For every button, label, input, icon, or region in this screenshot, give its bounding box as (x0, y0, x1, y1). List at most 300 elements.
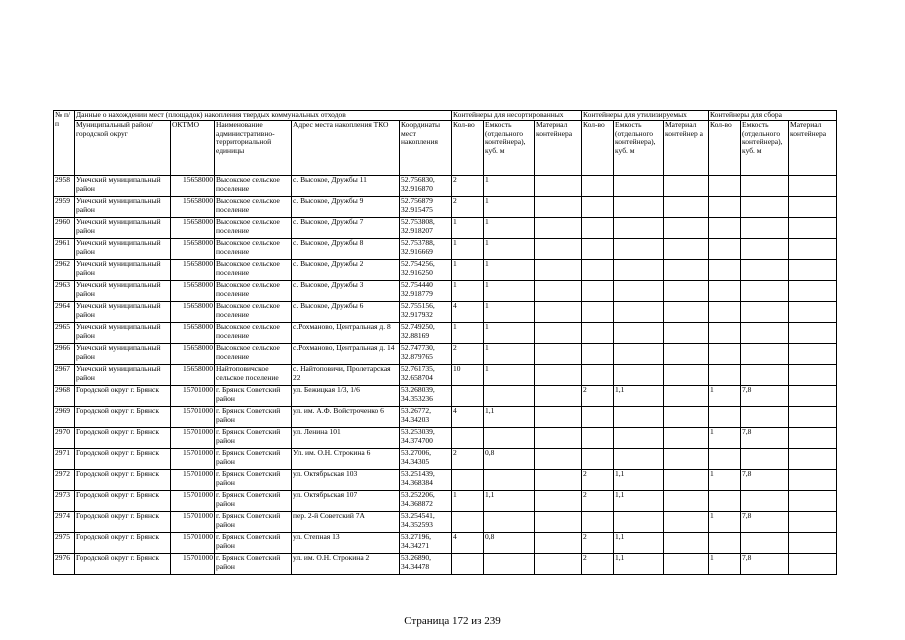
cell-admin: Высокское сельское поселение (215, 323, 292, 344)
table-row (54, 407, 837, 428)
cell-r-cap (614, 449, 664, 470)
cell-u-qty: 4 (452, 407, 484, 428)
header-unsorted-mat: Материал контейнера (535, 121, 582, 176)
cell-r-cap (614, 239, 664, 260)
cell-no: 2966 (54, 344, 75, 365)
table-row (54, 176, 837, 197)
table-row (54, 218, 837, 239)
table-row (54, 365, 837, 386)
cell-u-mat (535, 281, 582, 302)
cell-r-mat (664, 197, 709, 218)
cell-s-qty: 1 (709, 554, 741, 575)
cell-oktmo: 15701000 (171, 386, 215, 407)
cell-admin: г. Брянск Советский район (215, 449, 292, 470)
cell-oktmo: 15658000 (171, 281, 215, 302)
cell-s-cap (741, 302, 789, 323)
cell-admin: г. Брянск Советский район (215, 533, 292, 554)
cell-mun: Унечский муниципальный район (75, 218, 171, 239)
cell-u-qty: 1 (452, 323, 484, 344)
cell-coord: 53.27196, 34.34271 (400, 533, 452, 554)
cell-no: 2967 (54, 365, 75, 386)
cell-s-qty (709, 449, 741, 470)
header-row-columns (54, 121, 837, 176)
header-group-collect: Контейнеры для сбора (709, 111, 837, 121)
cell-u-cap: 1,1 (484, 407, 535, 428)
header-no: № п/п (54, 111, 75, 176)
cell-r-cap: 1,1 (614, 386, 664, 407)
cell-u-qty: 1 (452, 260, 484, 281)
cell-mun: Городской округ г. Брянск (75, 428, 171, 449)
cell-addr: с. Высокое, Дружбы 8 (292, 239, 400, 260)
header-row-groups (54, 111, 837, 121)
table-row (54, 302, 837, 323)
cell-r-qty: 2 (582, 386, 614, 407)
cell-no: 2965 (54, 323, 75, 344)
cell-oktmo: 15701000 (171, 554, 215, 575)
header-mun: Муниципальный район/городской округ (75, 121, 171, 176)
cell-mun: Городской округ г. Брянск (75, 449, 171, 470)
cell-u-cap: 1 (484, 302, 535, 323)
cell-coord: 52.749250, 32.88169 (400, 323, 452, 344)
cell-u-mat (535, 428, 582, 449)
cell-r-cap (614, 365, 664, 386)
cell-s-cap (741, 449, 789, 470)
cell-u-qty: 1 (452, 491, 484, 512)
cell-no: 2972 (54, 470, 75, 491)
cell-s-mat (789, 176, 837, 197)
cell-u-cap: 1 (484, 365, 535, 386)
cell-addr: с.Рохманово, Центральная д. 14 (292, 344, 400, 365)
cell-s-cap (741, 218, 789, 239)
cell-s-cap (741, 239, 789, 260)
cell-s-qty (709, 344, 741, 365)
cell-u-mat (535, 365, 582, 386)
cell-u-mat (535, 239, 582, 260)
cell-u-qty: 2 (452, 344, 484, 365)
cell-mun: Унечский муниципальный район (75, 239, 171, 260)
cell-r-mat (664, 554, 709, 575)
cell-admin: Высокское сельское поселение (215, 239, 292, 260)
cell-oktmo: 15658000 (171, 323, 215, 344)
cell-r-qty (582, 302, 614, 323)
cell-oktmo: 15701000 (171, 449, 215, 470)
cell-u-mat (535, 218, 582, 239)
cell-s-cap (741, 344, 789, 365)
cell-s-qty (709, 365, 741, 386)
cell-r-qty: 2 (582, 533, 614, 554)
cell-u-qty: 2 (452, 449, 484, 470)
cell-u-cap (484, 512, 535, 533)
cell-coord: 53.253039, 34.374700 (400, 428, 452, 449)
table-row (54, 491, 837, 512)
table-row (54, 428, 837, 449)
cell-u-cap: 1 (484, 281, 535, 302)
cell-s-mat (789, 365, 837, 386)
cell-r-qty (582, 218, 614, 239)
cell-coord: 53.251439, 34.368384 (400, 470, 452, 491)
cell-u-qty: 10 (452, 365, 484, 386)
cell-r-mat (664, 407, 709, 428)
cell-s-cap (741, 281, 789, 302)
waste-sites-table (53, 110, 837, 575)
cell-s-mat (789, 281, 837, 302)
header-recycle-mat: Материал контейнер а (664, 121, 709, 176)
cell-s-qty (709, 281, 741, 302)
cell-r-qty (582, 344, 614, 365)
cell-mun: Унечский муниципальный район (75, 176, 171, 197)
cell-r-qty (582, 260, 614, 281)
header-collect-mat: Материал контейнера (789, 121, 837, 176)
header-unsorted-qty: Кол-во (452, 121, 484, 176)
cell-admin: г. Брянск Советский район (215, 386, 292, 407)
cell-no: 2968 (54, 386, 75, 407)
cell-admin: Высокское сельское поселение (215, 281, 292, 302)
cell-addr: пер. 2-й Советский 7А (292, 512, 400, 533)
cell-r-qty (582, 197, 614, 218)
cell-s-mat (789, 407, 837, 428)
cell-coord: 52.756830, 32.916870 (400, 176, 452, 197)
table-row (54, 323, 837, 344)
cell-u-mat (535, 407, 582, 428)
cell-r-qty: 2 (582, 470, 614, 491)
cell-r-cap (614, 302, 664, 323)
cell-s-mat (789, 260, 837, 281)
cell-oktmo: 15701000 (171, 470, 215, 491)
cell-r-mat (664, 260, 709, 281)
cell-s-cap (741, 491, 789, 512)
header-collect-qty: Кол-во (709, 121, 741, 176)
cell-u-qty: 1 (452, 239, 484, 260)
header-group-main: Данные о нахождении мест (площадок) накопления твердых коммунальных отходов (75, 111, 452, 121)
cell-r-qty (582, 407, 614, 428)
cell-addr: с. Высокое, Дружбы 2 (292, 260, 400, 281)
cell-s-qty (709, 323, 741, 344)
cell-coord: 53.27006, 34.34305 (400, 449, 452, 470)
cell-r-mat (664, 512, 709, 533)
table-row (54, 197, 837, 218)
cell-s-qty (709, 218, 741, 239)
cell-r-cap (614, 260, 664, 281)
cell-r-mat (664, 323, 709, 344)
cell-r-cap: 1,1 (614, 470, 664, 491)
cell-u-mat (535, 554, 582, 575)
cell-coord: 53.252206, 34.368872 (400, 491, 452, 512)
cell-u-qty (452, 386, 484, 407)
cell-coord: 52.753808, 32.918207 (400, 218, 452, 239)
cell-s-cap: 7,8 (741, 386, 789, 407)
cell-admin: г. Брянск Советский район (215, 428, 292, 449)
table-row (54, 512, 837, 533)
cell-s-qty (709, 533, 741, 554)
cell-s-mat (789, 449, 837, 470)
cell-mun: Городской округ г. Брянск (75, 491, 171, 512)
cell-u-mat (535, 176, 582, 197)
cell-s-mat (789, 344, 837, 365)
cell-s-mat (789, 197, 837, 218)
cell-no: 2976 (54, 554, 75, 575)
cell-mun: Унечский муниципальный район (75, 260, 171, 281)
cell-r-mat (664, 365, 709, 386)
cell-mun: Унечский муниципальный район (75, 323, 171, 344)
cell-r-mat (664, 239, 709, 260)
cell-s-cap (741, 533, 789, 554)
cell-oktmo: 15658000 (171, 239, 215, 260)
cell-oktmo: 15701000 (171, 533, 215, 554)
cell-mun: Городской округ г. Брянск (75, 407, 171, 428)
cell-oktmo: 15701000 (171, 491, 215, 512)
table-row (54, 533, 837, 554)
cell-s-qty (709, 176, 741, 197)
cell-u-qty: 4 (452, 302, 484, 323)
cell-admin: г. Брянск Советский район (215, 512, 292, 533)
cell-s-cap: 7,8 (741, 554, 789, 575)
cell-mun: Унечский муниципальный район (75, 302, 171, 323)
cell-no: 2964 (54, 302, 75, 323)
cell-admin: Высокское сельское поселение (215, 302, 292, 323)
cell-addr: ул. Октябрьская 103 (292, 470, 400, 491)
cell-oktmo: 15658000 (171, 344, 215, 365)
cell-u-mat (535, 323, 582, 344)
cell-admin: Высокское сельское поселение (215, 176, 292, 197)
cell-r-qty (582, 281, 614, 302)
cell-admin: г. Брянск Советский район (215, 407, 292, 428)
cell-s-qty: 1 (709, 428, 741, 449)
cell-r-cap (614, 407, 664, 428)
cell-coord: 53.268039, 34.353236 (400, 386, 452, 407)
cell-mun: Городской округ г. Брянск (75, 533, 171, 554)
cell-u-cap: 1 (484, 260, 535, 281)
cell-s-qty (709, 302, 741, 323)
cell-addr: ул. им. А.Ф. Войстроченко 6 (292, 407, 400, 428)
cell-coord: 52.754440 32.918779 (400, 281, 452, 302)
cell-s-mat (789, 533, 837, 554)
cell-u-cap: 1 (484, 176, 535, 197)
cell-u-qty: 1 (452, 218, 484, 239)
cell-s-mat (789, 554, 837, 575)
cell-r-qty (582, 323, 614, 344)
cell-admin: Высокское сельское поселение (215, 218, 292, 239)
cell-r-mat (664, 386, 709, 407)
cell-coord: 53.254541, 34.352593 (400, 512, 452, 533)
cell-s-qty (709, 407, 741, 428)
header-recycle-qty: Кол-во (582, 121, 614, 176)
cell-u-mat (535, 470, 582, 491)
table-body (54, 176, 837, 575)
cell-no: 2971 (54, 449, 75, 470)
cell-s-qty: 1 (709, 386, 741, 407)
cell-s-mat (789, 491, 837, 512)
cell-u-cap (484, 386, 535, 407)
cell-coord: 53.26772, 34.34203 (400, 407, 452, 428)
cell-addr: с. Высокое, Дружбы 11 (292, 176, 400, 197)
cell-addr: ул. Бежицкая 1/3, 1/6 (292, 386, 400, 407)
header-collect-cap: Емкость (отдельного контейнера), куб. м (741, 121, 789, 176)
cell-u-cap: 1,1 (484, 491, 535, 512)
cell-addr: Ул. им. О.Н. Строкина 6 (292, 449, 400, 470)
table-row (54, 281, 837, 302)
cell-admin: г. Брянск Советский район (215, 491, 292, 512)
cell-u-qty: 4 (452, 533, 484, 554)
cell-r-cap (614, 344, 664, 365)
cell-addr: ул. Октябрьская 107 (292, 491, 400, 512)
cell-admin: Высокское сельское поселение (215, 197, 292, 218)
cell-no: 2970 (54, 428, 75, 449)
table-row (54, 260, 837, 281)
cell-no: 2962 (54, 260, 75, 281)
cell-u-cap: 1 (484, 218, 535, 239)
cell-s-cap (741, 407, 789, 428)
header-recycle-cap: Емкость (отдельного контейнера), куб. м (614, 121, 664, 176)
cell-addr: ул. им. О.Н. Строкина 2 (292, 554, 400, 575)
cell-u-qty (452, 428, 484, 449)
header-admin: Наименование административно-территориальной единицы (215, 121, 292, 176)
cell-s-mat (789, 386, 837, 407)
cell-mun: Городской округ г. Брянск (75, 386, 171, 407)
cell-addr: ул. Ленина 101 (292, 428, 400, 449)
cell-u-mat (535, 449, 582, 470)
cell-s-qty: 1 (709, 512, 741, 533)
cell-no: 2959 (54, 197, 75, 218)
cell-no: 2975 (54, 533, 75, 554)
cell-coord: 52.761735, 32.658704 (400, 365, 452, 386)
cell-oktmo: 15658000 (171, 218, 215, 239)
cell-no: 2961 (54, 239, 75, 260)
cell-mun: Унечский муниципальный район (75, 365, 171, 386)
cell-admin: Высокское сельское поселение (215, 260, 292, 281)
cell-r-mat (664, 470, 709, 491)
cell-addr: с. Высокое, Дружбы 3 (292, 281, 400, 302)
header-group-recycle: Контейнеры для утилизируемых (582, 111, 709, 121)
cell-u-mat (535, 533, 582, 554)
cell-r-cap: 1,1 (614, 533, 664, 554)
cell-addr: с. Высокое, Дружбы 9 (292, 197, 400, 218)
cell-r-cap: 1,1 (614, 491, 664, 512)
cell-s-mat (789, 428, 837, 449)
cell-mun: Унечский муниципальный район (75, 281, 171, 302)
cell-u-cap: 1 (484, 239, 535, 260)
header-coord: Координаты мест накопления (400, 121, 452, 176)
cell-u-qty (452, 470, 484, 491)
cell-r-qty (582, 239, 614, 260)
cell-u-qty (452, 512, 484, 533)
cell-u-cap: 0,8 (484, 449, 535, 470)
cell-u-mat (535, 260, 582, 281)
cell-r-qty (582, 365, 614, 386)
cell-coord: 53.26890, 34.34478 (400, 554, 452, 575)
cell-oktmo: 15658000 (171, 176, 215, 197)
cell-mun: Унечский муниципальный район (75, 197, 171, 218)
cell-s-qty (709, 239, 741, 260)
cell-u-cap: 1 (484, 197, 535, 218)
cell-coord: 52.756879 32.915475 (400, 197, 452, 218)
cell-admin: Высокское сельское поселение (215, 344, 292, 365)
cell-r-mat (664, 281, 709, 302)
cell-coord: 52.747730, 32.879765 (400, 344, 452, 365)
header-unsorted-cap: Емкость (отдельного контейнера), куб. м (484, 121, 535, 176)
cell-r-qty: 2 (582, 491, 614, 512)
cell-coord: 52.755156, 32.917932 (400, 302, 452, 323)
cell-r-mat (664, 218, 709, 239)
cell-u-mat (535, 512, 582, 533)
cell-u-mat (535, 386, 582, 407)
cell-u-cap: 0,8 (484, 533, 535, 554)
cell-r-cap (614, 323, 664, 344)
cell-s-qty: 1 (709, 470, 741, 491)
cell-admin: г. Брянск Советский район (215, 554, 292, 575)
cell-s-cap (741, 197, 789, 218)
header-oktmo: ОКТМО (171, 121, 215, 176)
cell-r-cap (614, 218, 664, 239)
cell-u-mat (535, 302, 582, 323)
cell-r-cap (614, 428, 664, 449)
cell-s-cap (741, 176, 789, 197)
cell-addr: с. Высокое, Дружбы 7 (292, 218, 400, 239)
cell-s-mat (789, 218, 837, 239)
cell-mun: Городской округ г. Брянск (75, 512, 171, 533)
cell-admin: г. Брянск Советский район (215, 470, 292, 491)
cell-s-qty (709, 197, 741, 218)
cell-u-qty: 2 (452, 176, 484, 197)
header-addr: Адрес места накопления ТКО (292, 121, 400, 176)
cell-r-cap: 1,1 (614, 554, 664, 575)
cell-addr: ул. Степная 13 (292, 533, 400, 554)
cell-s-mat (789, 323, 837, 344)
page-number: Страница 172 из 239 (404, 615, 501, 627)
cell-s-qty (709, 491, 741, 512)
cell-s-cap (741, 323, 789, 344)
cell-addr: с.Рохманово, Центральная д. 8 (292, 323, 400, 344)
table-row (54, 449, 837, 470)
cell-u-qty (452, 554, 484, 575)
cell-u-mat (535, 344, 582, 365)
cell-mun: Городской округ г. Брянск (75, 554, 171, 575)
cell-s-cap (741, 260, 789, 281)
cell-no: 2974 (54, 512, 75, 533)
cell-oktmo: 15701000 (171, 512, 215, 533)
table-row (54, 386, 837, 407)
cell-coord: 52.753788, 32.916669 (400, 239, 452, 260)
cell-s-mat (789, 470, 837, 491)
cell-mun: Унечский муниципальный район (75, 344, 171, 365)
table-row (54, 554, 837, 575)
cell-oktmo: 15658000 (171, 365, 215, 386)
cell-r-mat (664, 344, 709, 365)
cell-u-qty: 1 (452, 281, 484, 302)
header-group-unsorted: Контейнеры для несортированных (452, 111, 582, 121)
cell-r-qty (582, 512, 614, 533)
cell-s-cap: 7,8 (741, 428, 789, 449)
table-row (54, 344, 837, 365)
table-row (54, 470, 837, 491)
cell-addr: с. Найтоповичи, Пролетарская 22 (292, 365, 400, 386)
cell-oktmo: 15701000 (171, 428, 215, 449)
cell-u-cap: 1 (484, 323, 535, 344)
cell-admin: Найтоповичское сельское поселение (215, 365, 292, 386)
cell-s-cap: 7,8 (741, 512, 789, 533)
cell-s-mat (789, 512, 837, 533)
cell-u-mat (535, 491, 582, 512)
cell-u-cap (484, 470, 535, 491)
cell-oktmo: 15701000 (171, 407, 215, 428)
cell-addr: с. Высокое, Дружбы 6 (292, 302, 400, 323)
cell-no: 2960 (54, 218, 75, 239)
cell-u-cap: 1 (484, 344, 535, 365)
cell-coord: 52.754256, 32.916250 (400, 260, 452, 281)
cell-r-qty (582, 176, 614, 197)
cell-r-qty: 2 (582, 554, 614, 575)
cell-oktmo: 15658000 (171, 302, 215, 323)
cell-r-cap (614, 512, 664, 533)
